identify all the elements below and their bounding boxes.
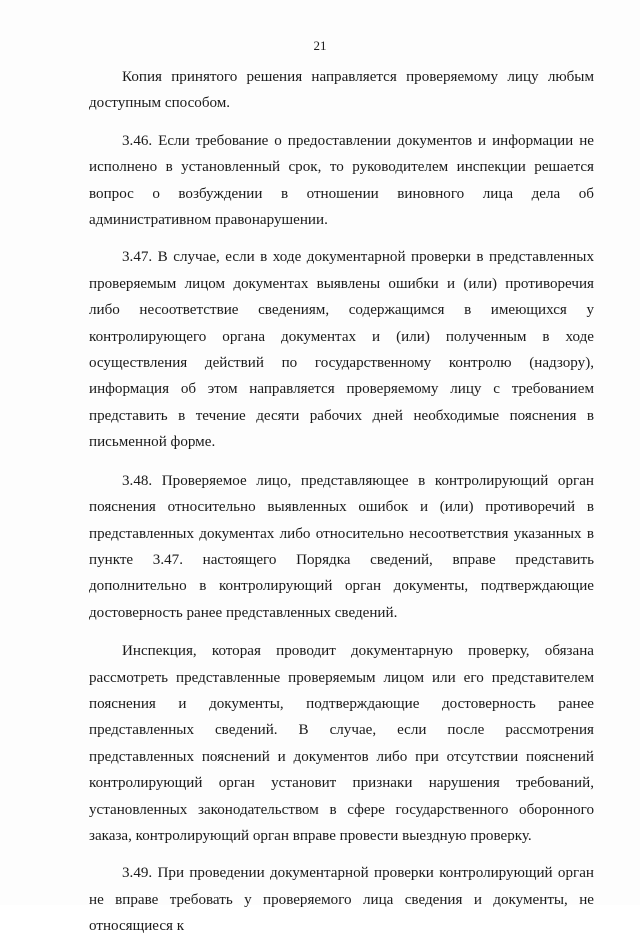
paragraph-3-49: 3.49. При проведении документарной проверки контролирующий орган не вправе требовать у проверяемого лица сведения и документы, не относящиеся к <box>89 865 594 935</box>
paragraph-inspection: Инспекция, которая проводит документарную проверку, обязана рассмотреть представленные проверяемым лицом или его представителем пояснения и документы, подтверждающие достоверность ранее представленных сведений. В случае, если после рассмотрения представленных пояснений и документов либо при отсутствии пояснений контролирующий орган установит признаки нарушения требований, установленных законодательством в сфере государственного оборонного заказа, контролирующий орган вправе провести выездную проверку. <box>89 643 594 844</box>
document-body <box>89 64 594 940</box>
paragraph-3-48: 3.48. Проверяемое лицо, представляющее в контролирующий орган пояснения относительно выявленных ошибок и (или) противоречий в представленных документах либо относительно несоответствия указанных в пункте 3.47. настоящего Порядка сведений, вправе представить дополнительно в контролирующий орган документы, подтверждающие достоверность ранее представленных сведений. <box>89 472 594 621</box>
paragraph-3-46: 3.46. Если требование о предоставлении документов и информации не исполнено в установленный срок, то руководителем инспекции решается вопрос о возбуждении в отношении виновного лица дела об административном правонарушении. <box>89 132 594 229</box>
paragraph-3-47: 3.47. В случае, если в ходе документарной проверки в представленных проверяемым лицом документах выявлены ошибки и (или) противоречия либо несоответствие сведениям, содержащимся в имеющихся у контролирующего органа документах и (или) полученным в ходе осуществления действий по государственному контролю (надзору), информация об этом направляется проверяемому лицу с требованием представить в течение десяти рабочих дней необходимые пояснения в письменной форме. <box>89 249 594 451</box>
paragraph-decision-copy: Копия принятого решения направляется проверяемому лицу любым доступным способом. <box>89 69 594 112</box>
page-number: 21 <box>313 38 327 53</box>
